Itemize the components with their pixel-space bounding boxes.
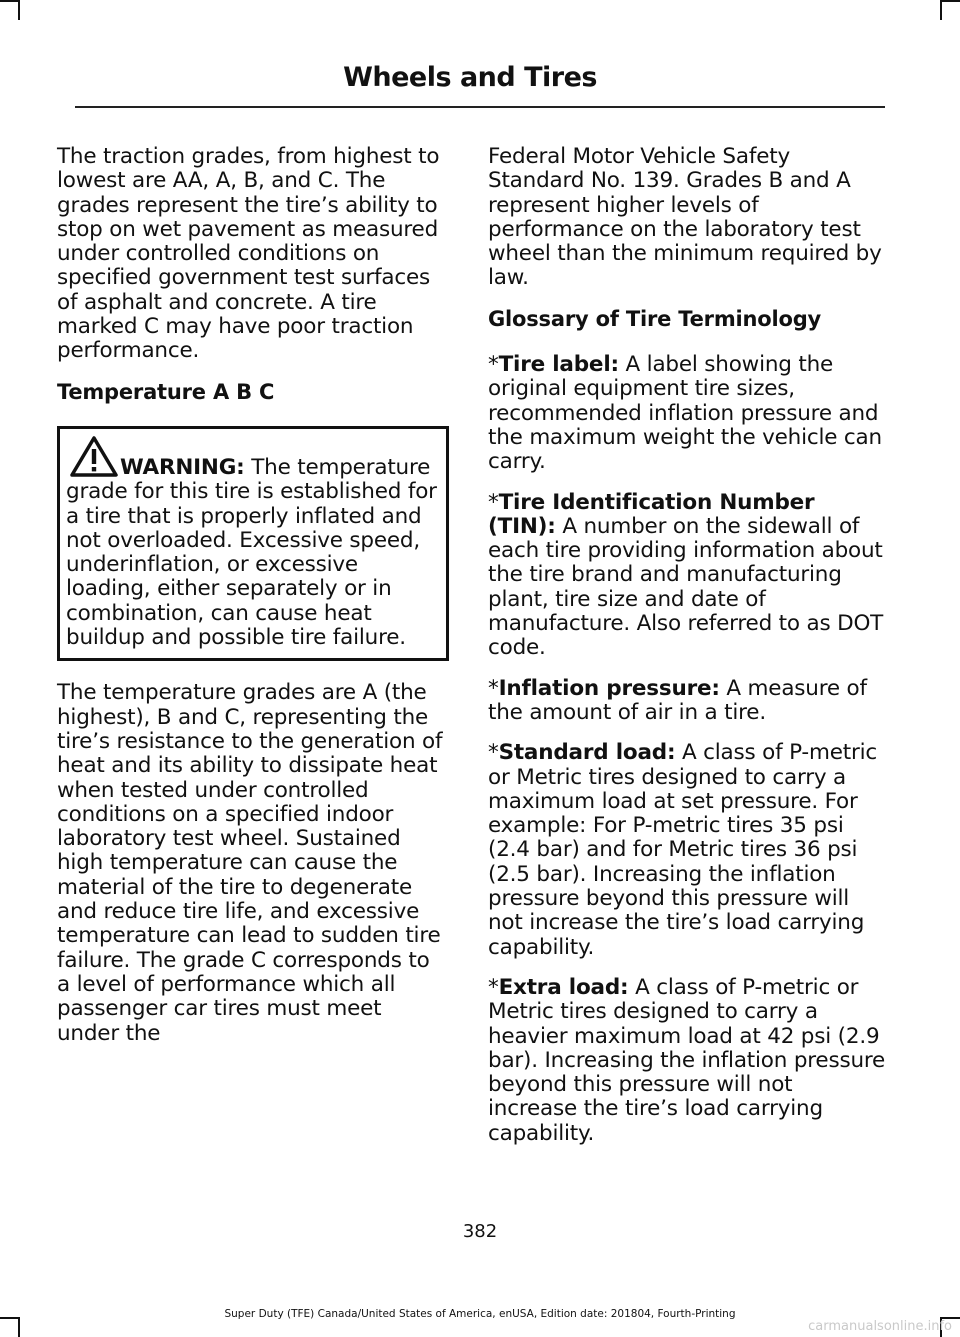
page-header-title: Wheels and Tires: [343, 62, 597, 93]
glossary-entry-standard-load: *Standard load: A class of P-metric or Metric tires designed to carry a maximum load at set pressure. For example: For P-metric tires 35 psi (2.4 bar) and for Metric tires 36 psi (2.5 bar). Increasing the inflation pressure beyond this pressure will not increase the tire’s load carrying capability.: [488, 740, 877, 960]
warning-label: WARNING:: [120, 454, 245, 480]
page-number: 382: [462, 1221, 498, 1242]
temperature-grades-paragraph: The temperature grades are A (the highest), B and C, representing the tire’s resistance to the generation of heat and its ability to dissipate heat when tested under controlled conditions on a specified indoor laboratory test wheel. Sustained high temperature can cause the material of the tire to degenerate and reduce tire life, and excessive temperature can lead to sudden tire failure. The grade C corresponds to a level of performance which all passenger car tires must meet under the: [57, 680, 443, 1046]
glossary-entry-extra-load: *Extra load: A class of P-metric or Metric tires designed to carry a heavier maximum load at 42 psi (2.9 bar). Increasing the inflation pressure beyond this pressure will not increase the tire’s load carrying capability.: [488, 974, 886, 1146]
glossary-entry-tire-label: *Tire label: A label showing the original equipment tire sizes, recommended inflation pressure and the maximum weight the vehicle can carry.: [488, 352, 882, 475]
crop-mark: [18, 0, 20, 20]
header-divider: [75, 106, 885, 108]
temperature-heading: Temperature A B C: [57, 379, 275, 404]
crop-mark: [940, 0, 942, 20]
glossary-term: Tire label:: [498, 352, 619, 378]
glossary-heading: Glossary of Tire Terminology: [488, 306, 822, 331]
glossary-term: Tire Identification Number (TIN):: [488, 489, 815, 539]
crop-mark: [0, 0, 20, 2]
watermark: carmanualsonline.info: [808, 1319, 952, 1334]
warning-box: [57, 426, 449, 661]
traction-paragraph: The traction grades, from highest to lowest are AA, A, B, and C. The grades represent the tire’s ability to stop on wet pavement as measured under controlled conditions on specified government test surfaces of asphalt and concrete. A tire marked C may have poor traction performance.: [57, 144, 440, 364]
glossary-entry-inflation-pressure: *Inflation pressure: A measure of the amount of air in a tire.: [488, 675, 867, 725]
left-column: [57, 145, 449, 1062]
fmvss-paragraph: Federal Motor Vehicle Safety Standard No. 139. Grades B and A represent higher levels of performance on the laboratory test wheel than the minimum required by law.: [488, 144, 882, 291]
glossary-term: Extra load:: [498, 974, 629, 1000]
glossary-entry-tin: *Tire Identification Number (TIN): A number on the sidewall of each tire providing information about the tire brand and manufacturing plant, tire size and date of manufacture. Also referred to as DOT code.: [488, 489, 884, 661]
footer-edition-info: Super Duty (TFE) Canada/United States of America, enUSA, Edition date: 201804, Fourth-Printing: [224, 1308, 736, 1320]
glossary-term: Standard load:: [498, 740, 676, 766]
crop-mark: [18, 1317, 20, 1337]
glossary-term: Inflation pressure:: [498, 675, 720, 701]
crop-mark: [940, 0, 960, 2]
warning-triangle-icon: [69, 435, 119, 479]
warning-text: The temperature grade for this tire is established for a tire that is properly inflated and not overloaded. Excessive speed, underinflation, or excessive loading, either separately or in combination, can cause heat buildup and possible tire failure.: [66, 454, 437, 651]
right-column: [488, 145, 888, 1162]
